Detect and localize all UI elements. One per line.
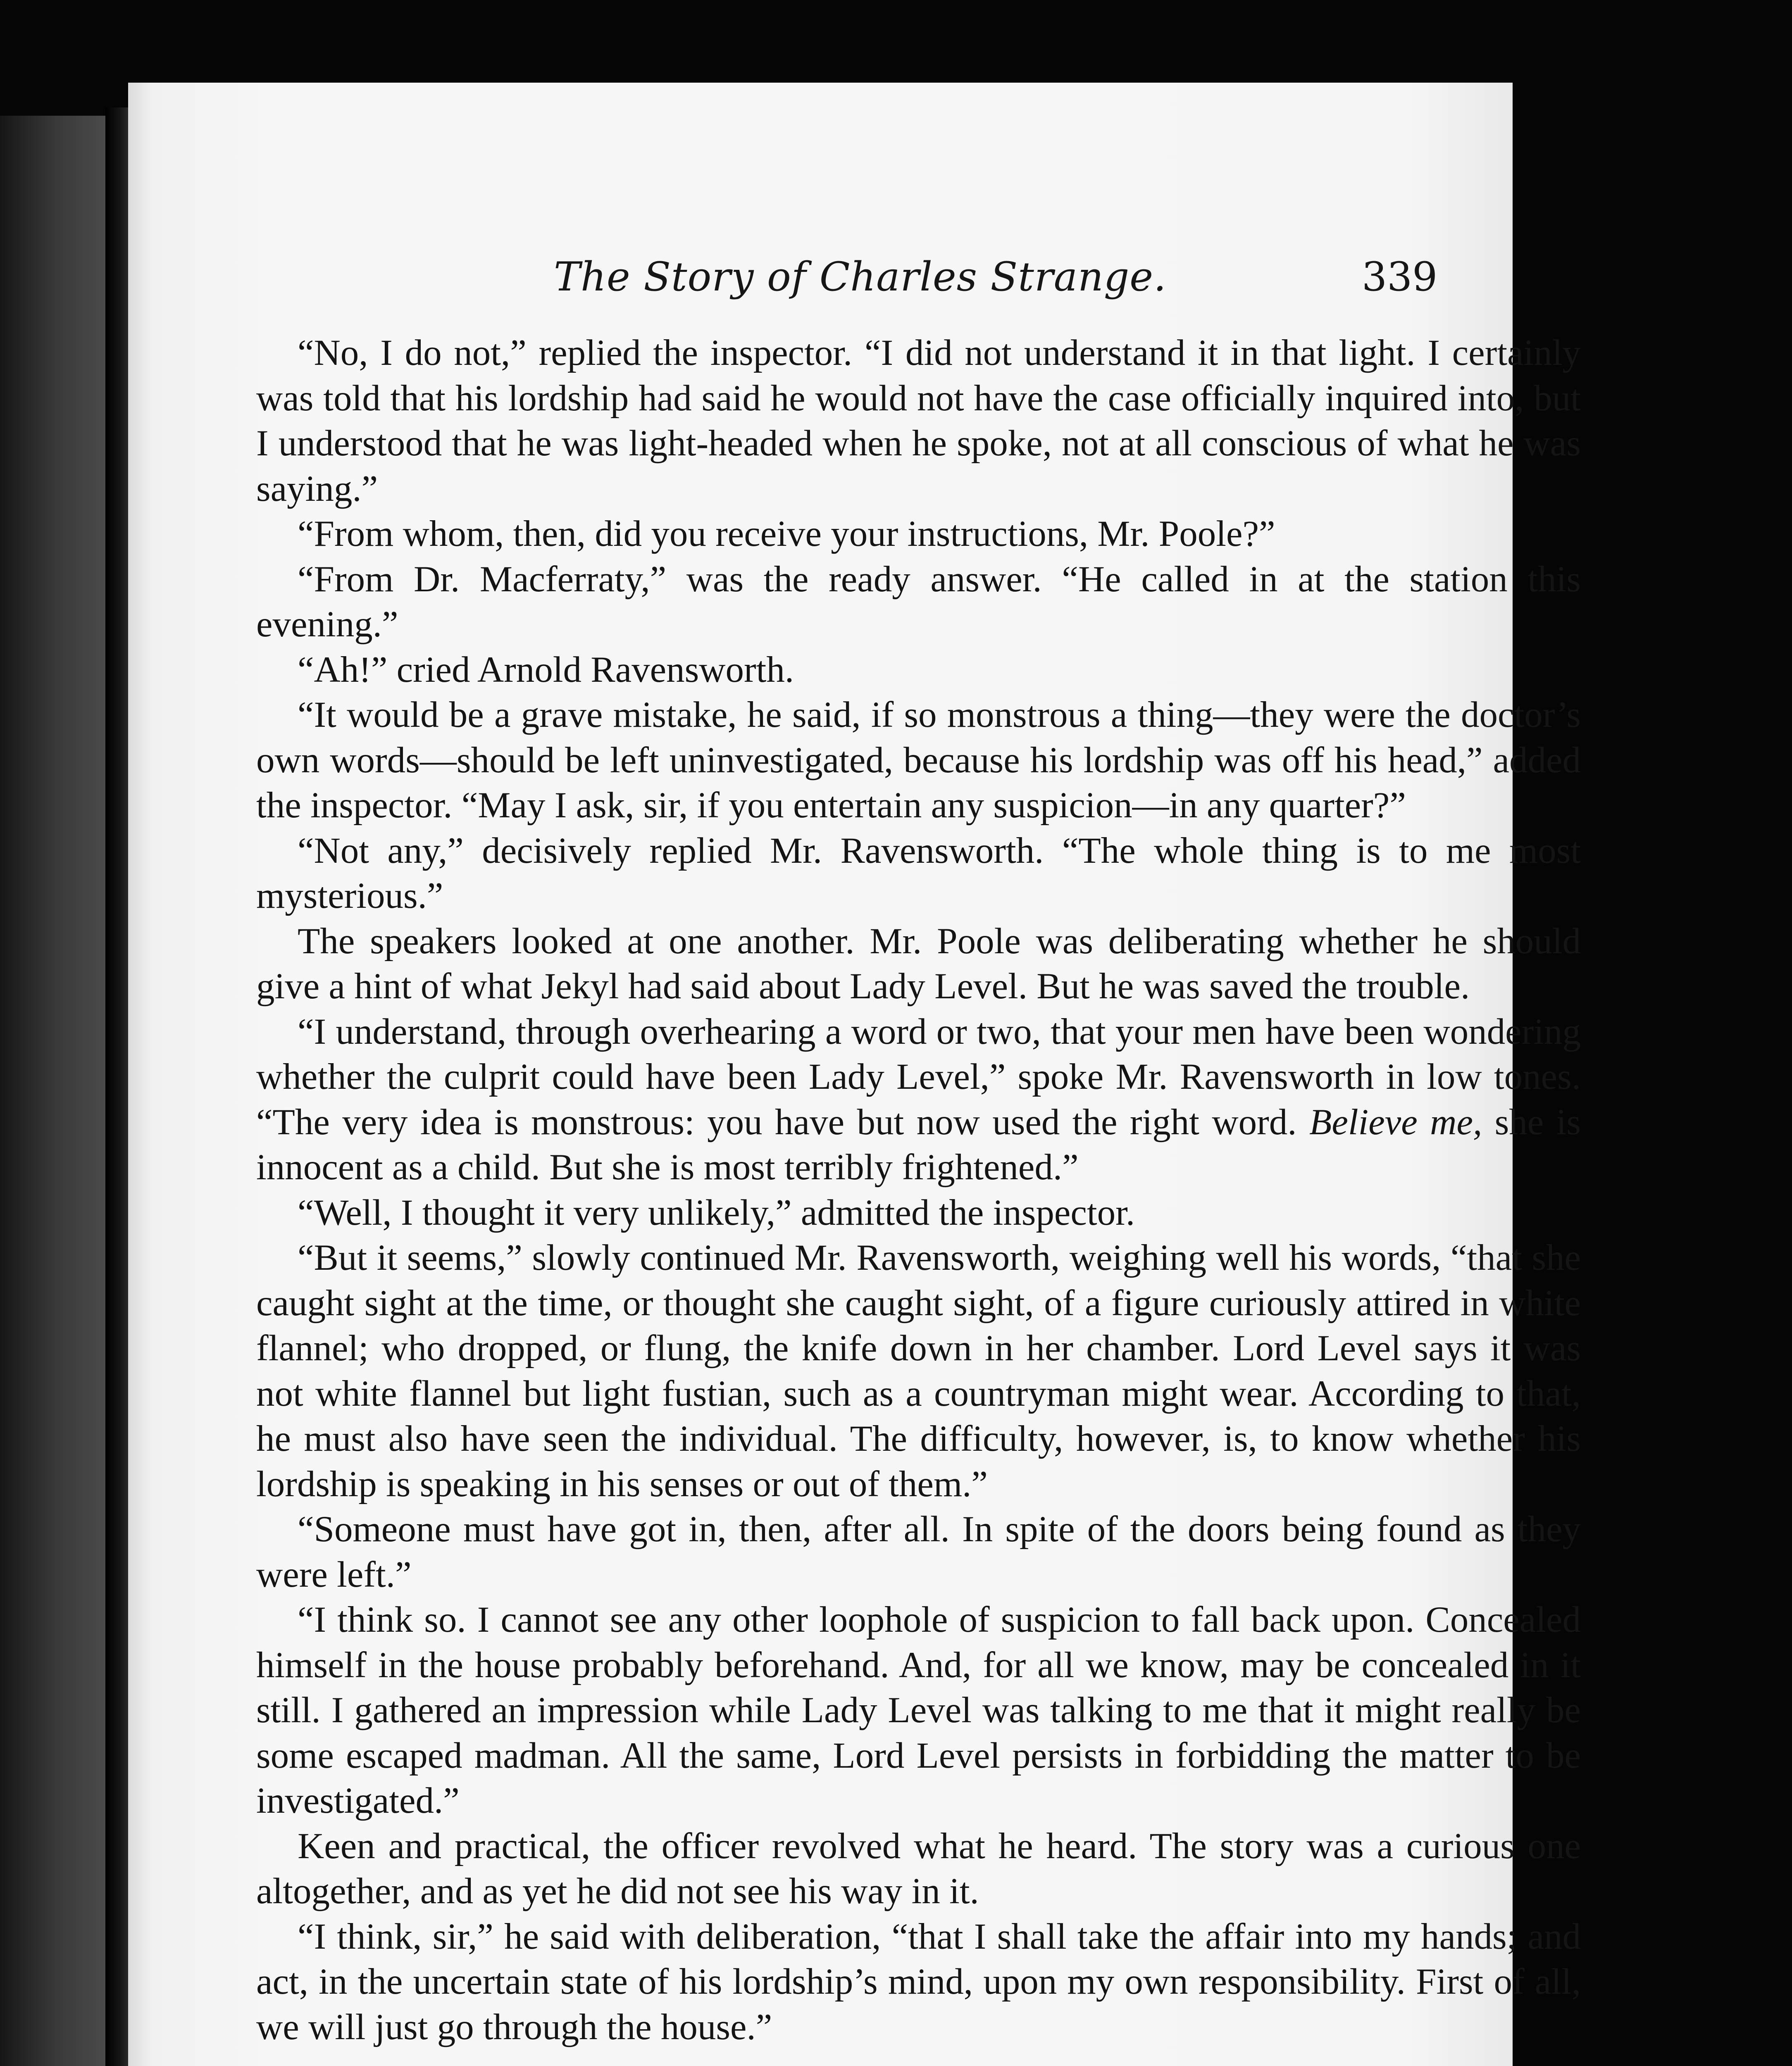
- paragraph: “Ah!” cried Arnold Ravensworth.: [298, 649, 794, 690]
- paragraph: “Not any,” decisively replied Mr. Ravensworth. “The whole thing is to me most mysterious.”: [256, 830, 1581, 916]
- paragraph: Keen and practical, the officer revolved what he heard. The story was a curious one altogether, and as yet he did not see his way in it.: [256, 1826, 1581, 1911]
- running-head: The Story of Charles Strange.: [554, 254, 1167, 300]
- page-header: [128, 246, 1513, 308]
- paragraph: “I think so. I cannot see any other loophole of suspicion to fall back upon. Concealed himself in the house probably beforehand. And, for all we know, may be concealed in it still. I gathered an impression while Lady Level was talking to me that it might really be some escaped madman. All the same, Lord Level persists in forbidding the matter to be investigated.”: [256, 1599, 1581, 1821]
- paragraph: “Someone must have got in, then, after all. In spite of the doors being found as they were left.”: [256, 1509, 1581, 1595]
- emphasis-text: Believe me,: [1309, 1102, 1482, 1142]
- paragraph: “But it seems,” slowly continued Mr. Ravensworth, weighing well his words, “that she caught sight at the time, or thought she caught sight, of a figure curiously attired in white flannel; who dropped, or flung, the knife down in her chamber. Lord Level says it was not white flannel but light fustian, such as a countryman might wear. According to that, he must also have seen the individual. The difficulty, however, is, to know whether his lordship is speaking in his senses or out of them.”: [256, 1238, 1581, 1504]
- paragraph: “It would be a grave mistake, he said, if so monstrous a thing—they were the doctor’s own words—should be left uninvestigated, because his lordship was off his head,” added the inspector. “May I ask, sir, if you entertain any suspicion—in any quarter?”: [256, 695, 1581, 826]
- paragraph: The speakers looked at one another. Mr. Poole was deliberating whether he should give a hint of what Jekyl had said about Lady Level. But he was saved the trouble.: [256, 921, 1581, 1007]
- paragraph: “No, I do not,” replied the inspector. “I did not understand it in that light. I certainly was told that his lordship had said he would not have the case officially inquired into, but I understood that he was light-headed when he spoke, not at all conscious of what he was saying.”: [256, 333, 1581, 509]
- paragraph: “From whom, then, did you receive your instructions, Mr. Poole?”: [298, 514, 1275, 554]
- body-text: [256, 331, 1581, 2050]
- previous-page-edge: [0, 116, 105, 2066]
- book-page: [128, 83, 1581, 2066]
- book-gutter: [105, 107, 128, 2066]
- paragraph-text: “I understand, through overhearing a word or two, that your men have been wondering whether the culprit could have been Lady Level,” spoke Mr. Ravensworth in low tones. “The very idea is monstrous: you have but now used the right word.: [256, 1011, 1581, 1142]
- paragraph: “Well, I thought it very unlikely,” admitted the inspector.: [298, 1192, 1135, 1233]
- paragraph: “I think, sir,” he said with deliberation, “that I shall take the affair into my hands; and act, in the uncertain state of his lordship’s mind, upon my own responsibility. First of all, we will just go through the house.”: [256, 1916, 1581, 2047]
- paragraph-text: she is innocent as a child. But she is most terribly frightened.”: [256, 1102, 1581, 1188]
- page-number: 339: [1362, 254, 1438, 300]
- paragraph: [256, 1009, 1581, 1190]
- paragraph: “From Dr. Macferraty,” was the ready answer. “He called in at the station this evening.”: [256, 559, 1581, 645]
